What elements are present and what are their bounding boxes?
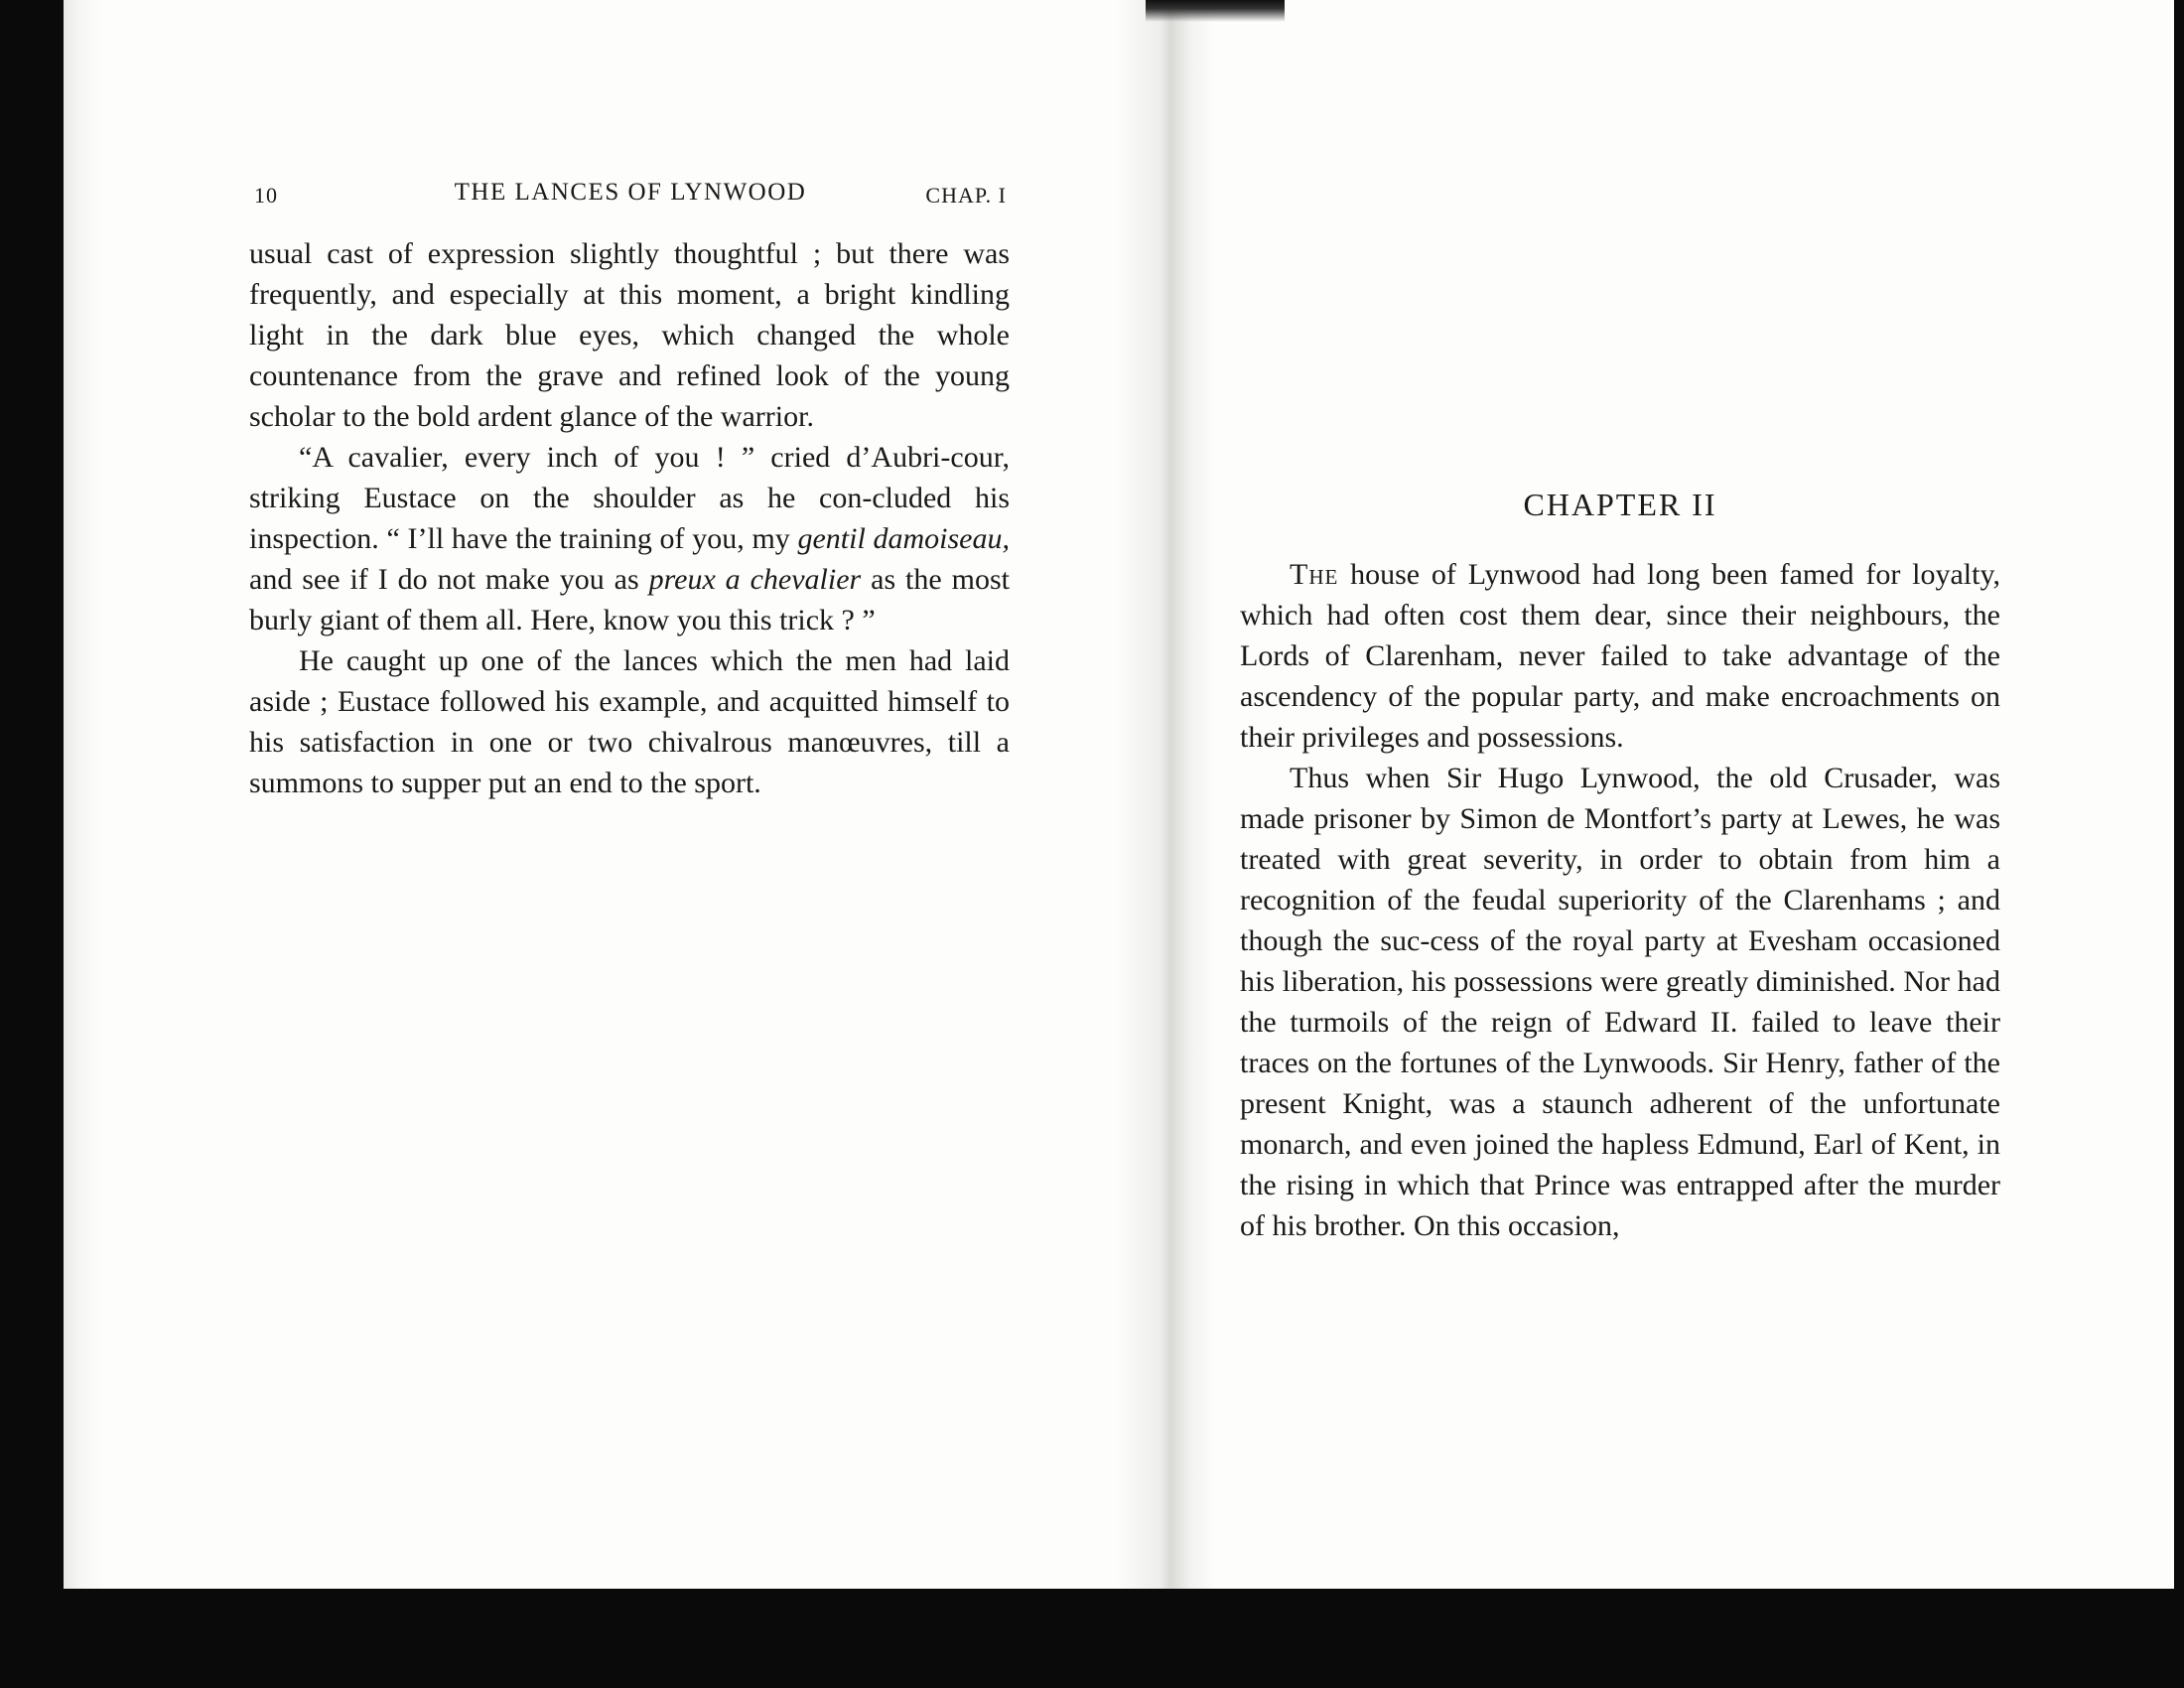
running-head (254, 179, 1007, 211)
paragraph (249, 640, 1010, 803)
running-chapter: CHAP. I (925, 183, 1007, 208)
text-run: “A cavalier, every inch of you ! ” cried d’Aubri-cour, striking Eustace on the shoulder as he con-cluded his inspection. “ I’ll have the training of you, my (249, 441, 1010, 555)
italic-text: preux a chevalier (648, 563, 862, 596)
paragraph (1240, 554, 2000, 758)
book-gutter (1116, 0, 1215, 1589)
paragraph (249, 437, 1010, 640)
first-word: The (1290, 558, 1339, 591)
text-run: He caught up one of the lances which the men had laid aside ; Eustace followed his example, and acquitted himself to his satisfaction in one or two chivalrous manœuvres, till a summons to supper put an end to the sport. (249, 644, 1010, 799)
text-run: house of Lynwood had long been famed for loyalty, which had often cost them dear, since their neighbours, the Lords of Clarenham, never failed to take advantage of the ascendency of the popular party, and make encroachments on their privileges and possessions. (1240, 558, 2000, 754)
paragraph (249, 233, 1010, 437)
gutter-shadow (1146, 0, 1285, 22)
left-page-body (249, 233, 1010, 803)
italic-text: gentil damoiseau, (797, 522, 1010, 555)
running-title: THE LANCES OF LYNWOOD (454, 179, 807, 206)
page-number: 10 (254, 183, 278, 208)
chapter-heading: CHAPTER II (1523, 487, 1717, 522)
text-run: and see if I do not make you as (249, 563, 649, 596)
text-run: usual cast of expression slightly thoughtful ; but there was frequently, and especially at this moment, a bright kindling light in the dark blue eyes, which changed the whole countenance from the grave and refined look of the young scholar to the bold ardent glance of the warrior. (249, 237, 1010, 433)
right-page-body (1240, 554, 2000, 1246)
text-run: Thus when Sir Hugo Lynwood, the old Crusader, was made prisoner by Simon de Montfort’s party at Lewes, he was treated with great severity, in order to obtain from him a recognition of the feudal superiority of the Clarenhams ; and though the suc-cess of the royal party at Evesham occasioned his liberation, his possessions were greatly diminished. Nor had the turmoils of the reign of Edward II. failed to leave their traces on the fortunes of the Lynwoods. Sir Henry, father of the present Knight, was a staunch adherent of the unfortunate monarch, and even joined the hapless Edmund, Earl of Kent, in the rising in which that Prince was entrapped after the murder of his brother. On this occasion, (1240, 762, 2000, 1242)
text-run: as the most burly giant of them all. Here, know you this trick ? ” (249, 563, 1010, 636)
page-edge-shading (64, 0, 103, 1589)
paragraph (1240, 758, 2000, 1246)
scanner-background (0, 1589, 2184, 1688)
